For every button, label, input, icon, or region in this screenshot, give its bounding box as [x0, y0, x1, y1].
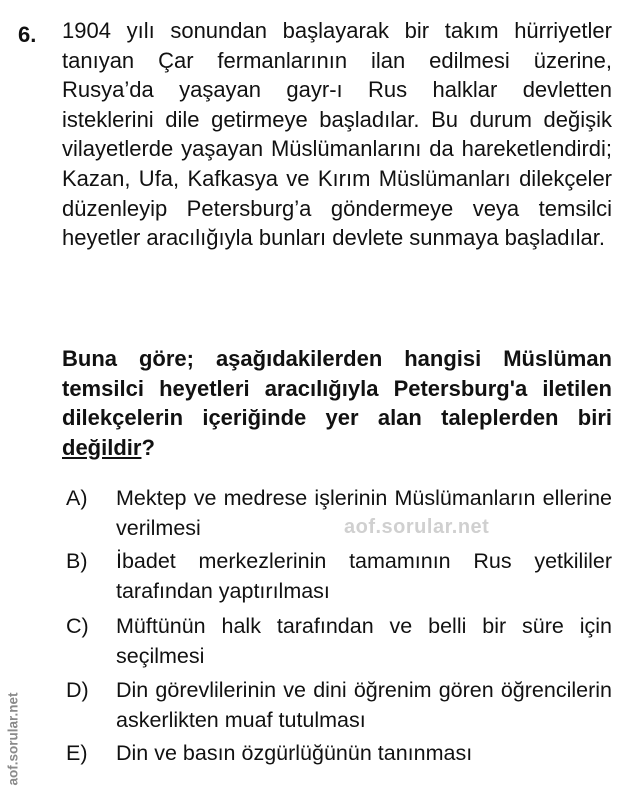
option-c[interactable] — [62, 612, 612, 671]
option-d[interactable] — [62, 676, 612, 735]
option-letter: A) — [66, 486, 88, 510]
option-letter: E) — [66, 741, 88, 765]
option-text: İbadet merkezlerinin tamamının Rus yetkililer tarafından yaptırılması — [116, 549, 612, 603]
prompt-emphasis: değildir — [62, 434, 142, 460]
watermark-side: aof.sorular.net — [5, 692, 21, 786]
option-letter: B) — [66, 549, 88, 573]
option-text: Mektep ve medrese işlerinin Müslümanların ellerine verilmesi — [116, 486, 612, 540]
option-b[interactable] — [62, 547, 612, 606]
prompt-end: ? — [141, 434, 155, 460]
prompt-main: Buna göre; aşağıdakilerden hangisi Müslüman temsilci heyetleri aracılığıyla Petersburg'a iletilen dilekçelerin içeriğinde yer alan taleplerden biri — [62, 346, 612, 430]
option-e[interactable] — [62, 739, 612, 769]
watermark-center: aof.sorular.net — [344, 516, 490, 538]
option-letter: C) — [66, 614, 89, 638]
option-text: Müftünün halk tarafından ve belli bir süre için seçilmesi — [116, 614, 612, 668]
question-number: 6. — [18, 22, 37, 47]
question-stem: 1904 yılı sonundan başlayarak bir takım hürriyetler tanıyan Çar fermanlarının ilan edilmesi üzerine, Rusya’da yaşayan gayr-ı Rus halklar devletten isteklerini dile getirmeye başladılar. Bu durum değişik vilayetlerde yaşayan Müslümanlarını da hareketlendirdi; Kazan, Ufa, Kafkasya ve Kırım Müslümanları dilekçeler düzenleyip Petersburg’a göndermeye veya temsilci heyetler aracılığıyla bunları devlete sunmaya başladılar. — [62, 18, 612, 251]
option-a[interactable] — [62, 484, 612, 543]
option-text: Din ve basın özgürlüğünün tanınması — [116, 741, 473, 765]
option-letter: D) — [66, 678, 89, 702]
option-text: Din görevlilerinin ve dini öğrenim gören öğrencilerin askerlikten muaf tutulması — [116, 678, 612, 732]
question-prompt — [62, 344, 612, 462]
